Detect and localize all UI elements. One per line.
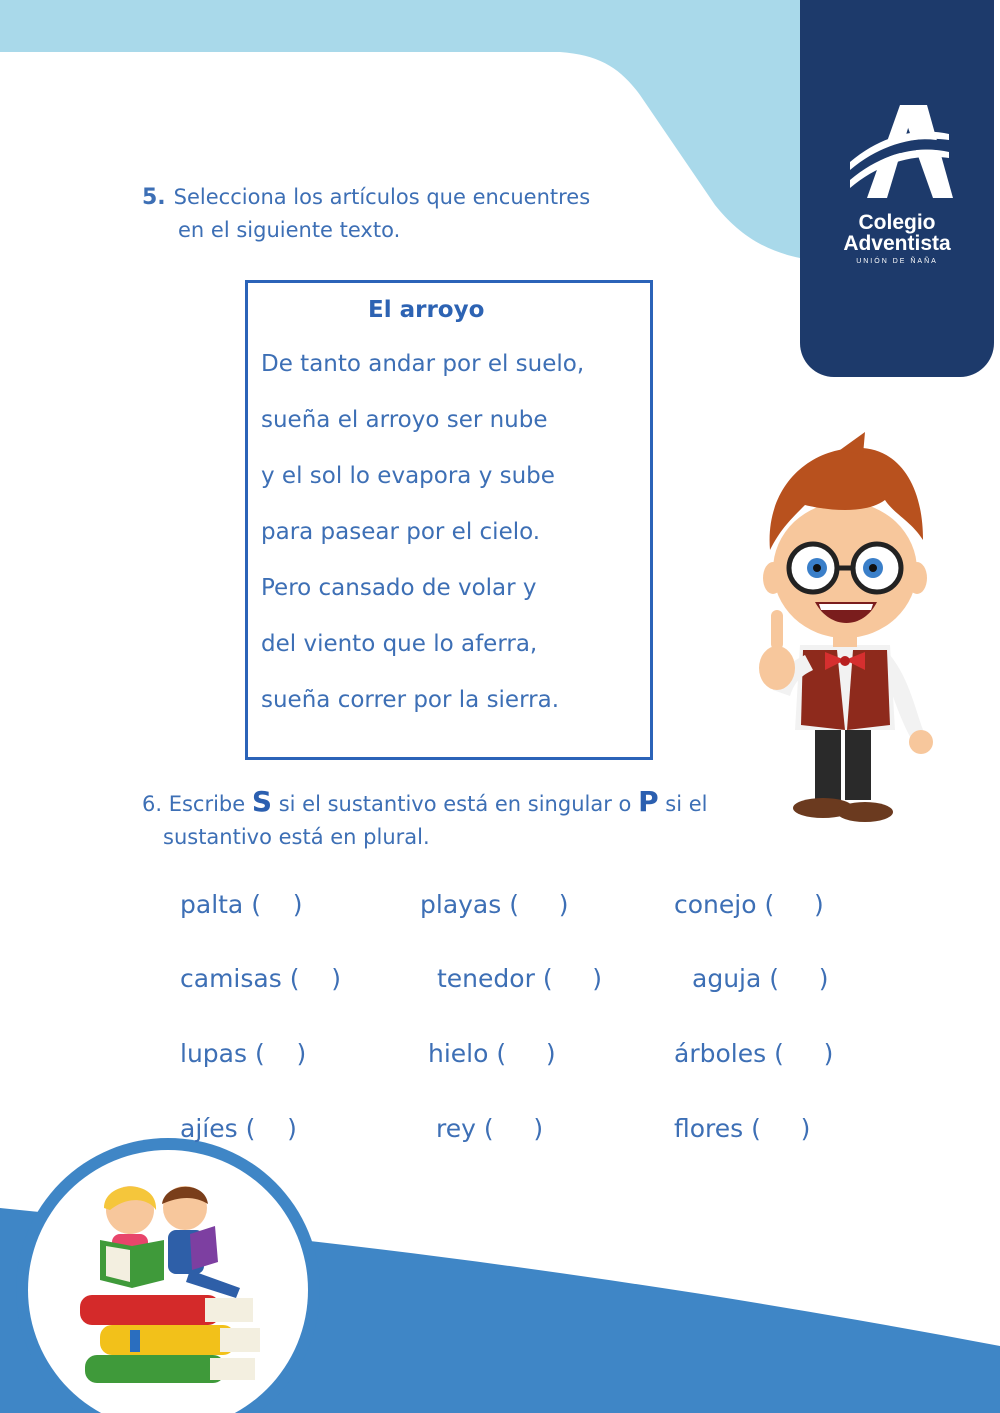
question-5-number: 5.	[142, 185, 166, 210]
word-item	[437, 964, 602, 993]
poem-line[interactable]: Pero cansado de volar y	[261, 575, 537, 601]
answer-blank[interactable]: ( )	[245, 1114, 297, 1143]
boy-thumbs-up-illustration	[745, 430, 945, 830]
answer-blank[interactable]: ( )	[254, 1039, 307, 1068]
question-6-prefix: 6. Escribe	[142, 792, 246, 816]
word-label: aguja	[692, 964, 762, 993]
answer-blank[interactable]: ( )	[251, 890, 303, 919]
logo-name-line1: Colegio	[858, 211, 936, 234]
poem-line[interactable]: sueña el arroyo ser nube	[261, 407, 548, 433]
answer-blank[interactable]: ( )	[751, 1114, 811, 1143]
word-label: ajíes	[180, 1114, 238, 1143]
word-item	[674, 1039, 833, 1068]
question-5-line2: en el siguiente texto.	[178, 218, 401, 242]
word-label: palta	[180, 890, 244, 919]
logo-subtitle: UNIÓN DE ÑAÑA	[856, 258, 938, 265]
answer-blank[interactable]: ( )	[769, 964, 829, 993]
plural-letter: P	[638, 785, 659, 818]
poem-line[interactable]: sueña correr por la sierra.	[261, 687, 560, 713]
word-label: árboles	[674, 1039, 767, 1068]
question-5-line1: Selecciona los artículos que encuentres	[173, 185, 591, 209]
answer-blank[interactable]: ( )	[774, 1039, 834, 1068]
question-6-suffix: si el	[665, 792, 708, 816]
word-label: flores	[674, 1114, 744, 1143]
poem-line[interactable]: De tanto andar por el suelo,	[261, 351, 585, 377]
word-item	[436, 1114, 543, 1143]
word-item	[674, 1114, 810, 1143]
singular-letter: S	[251, 785, 273, 818]
poem-line[interactable]: del viento que lo aferra,	[261, 631, 538, 657]
answer-blank[interactable]: ( )	[542, 964, 603, 993]
answer-blank[interactable]: ( )	[289, 964, 341, 993]
word-label: playas	[420, 890, 502, 919]
answer-blank[interactable]: ( )	[483, 1114, 544, 1143]
poem-box	[245, 280, 653, 760]
question-6-line2: sustantivo está en plural.	[163, 825, 430, 849]
word-item	[692, 964, 829, 993]
word-item	[180, 1114, 297, 1143]
word-item	[180, 890, 303, 919]
children-reading-books-illustration	[70, 1170, 280, 1395]
word-label: rey	[436, 1114, 476, 1143]
school-logo	[800, 0, 994, 377]
word-label: camisas	[180, 964, 282, 993]
question-6-mid: si el sustantivo está en singular o	[278, 792, 632, 816]
word-label: lupas	[180, 1039, 248, 1068]
word-label: tenedor	[437, 964, 535, 993]
word-item	[420, 890, 568, 919]
word-item	[180, 1039, 306, 1068]
poem-line[interactable]: para pasear por el cielo.	[261, 519, 541, 545]
answer-blank[interactable]: ( )	[509, 890, 569, 919]
logo-name-line2: Adventista	[843, 232, 951, 255]
word-item	[428, 1039, 556, 1068]
word-item	[180, 964, 341, 993]
word-item	[674, 890, 824, 919]
poem-line[interactable]: y el sol lo evapora y sube	[261, 463, 555, 489]
letter-a-wave-icon	[845, 100, 955, 200]
answer-blank[interactable]: ( )	[764, 890, 824, 919]
poem-title: El arroyo	[368, 297, 485, 323]
word-label: hielo	[428, 1039, 489, 1068]
answer-blank[interactable]: ( )	[496, 1039, 556, 1068]
word-label: conejo	[674, 890, 757, 919]
question-5	[142, 181, 590, 214]
question-6	[142, 786, 708, 820]
